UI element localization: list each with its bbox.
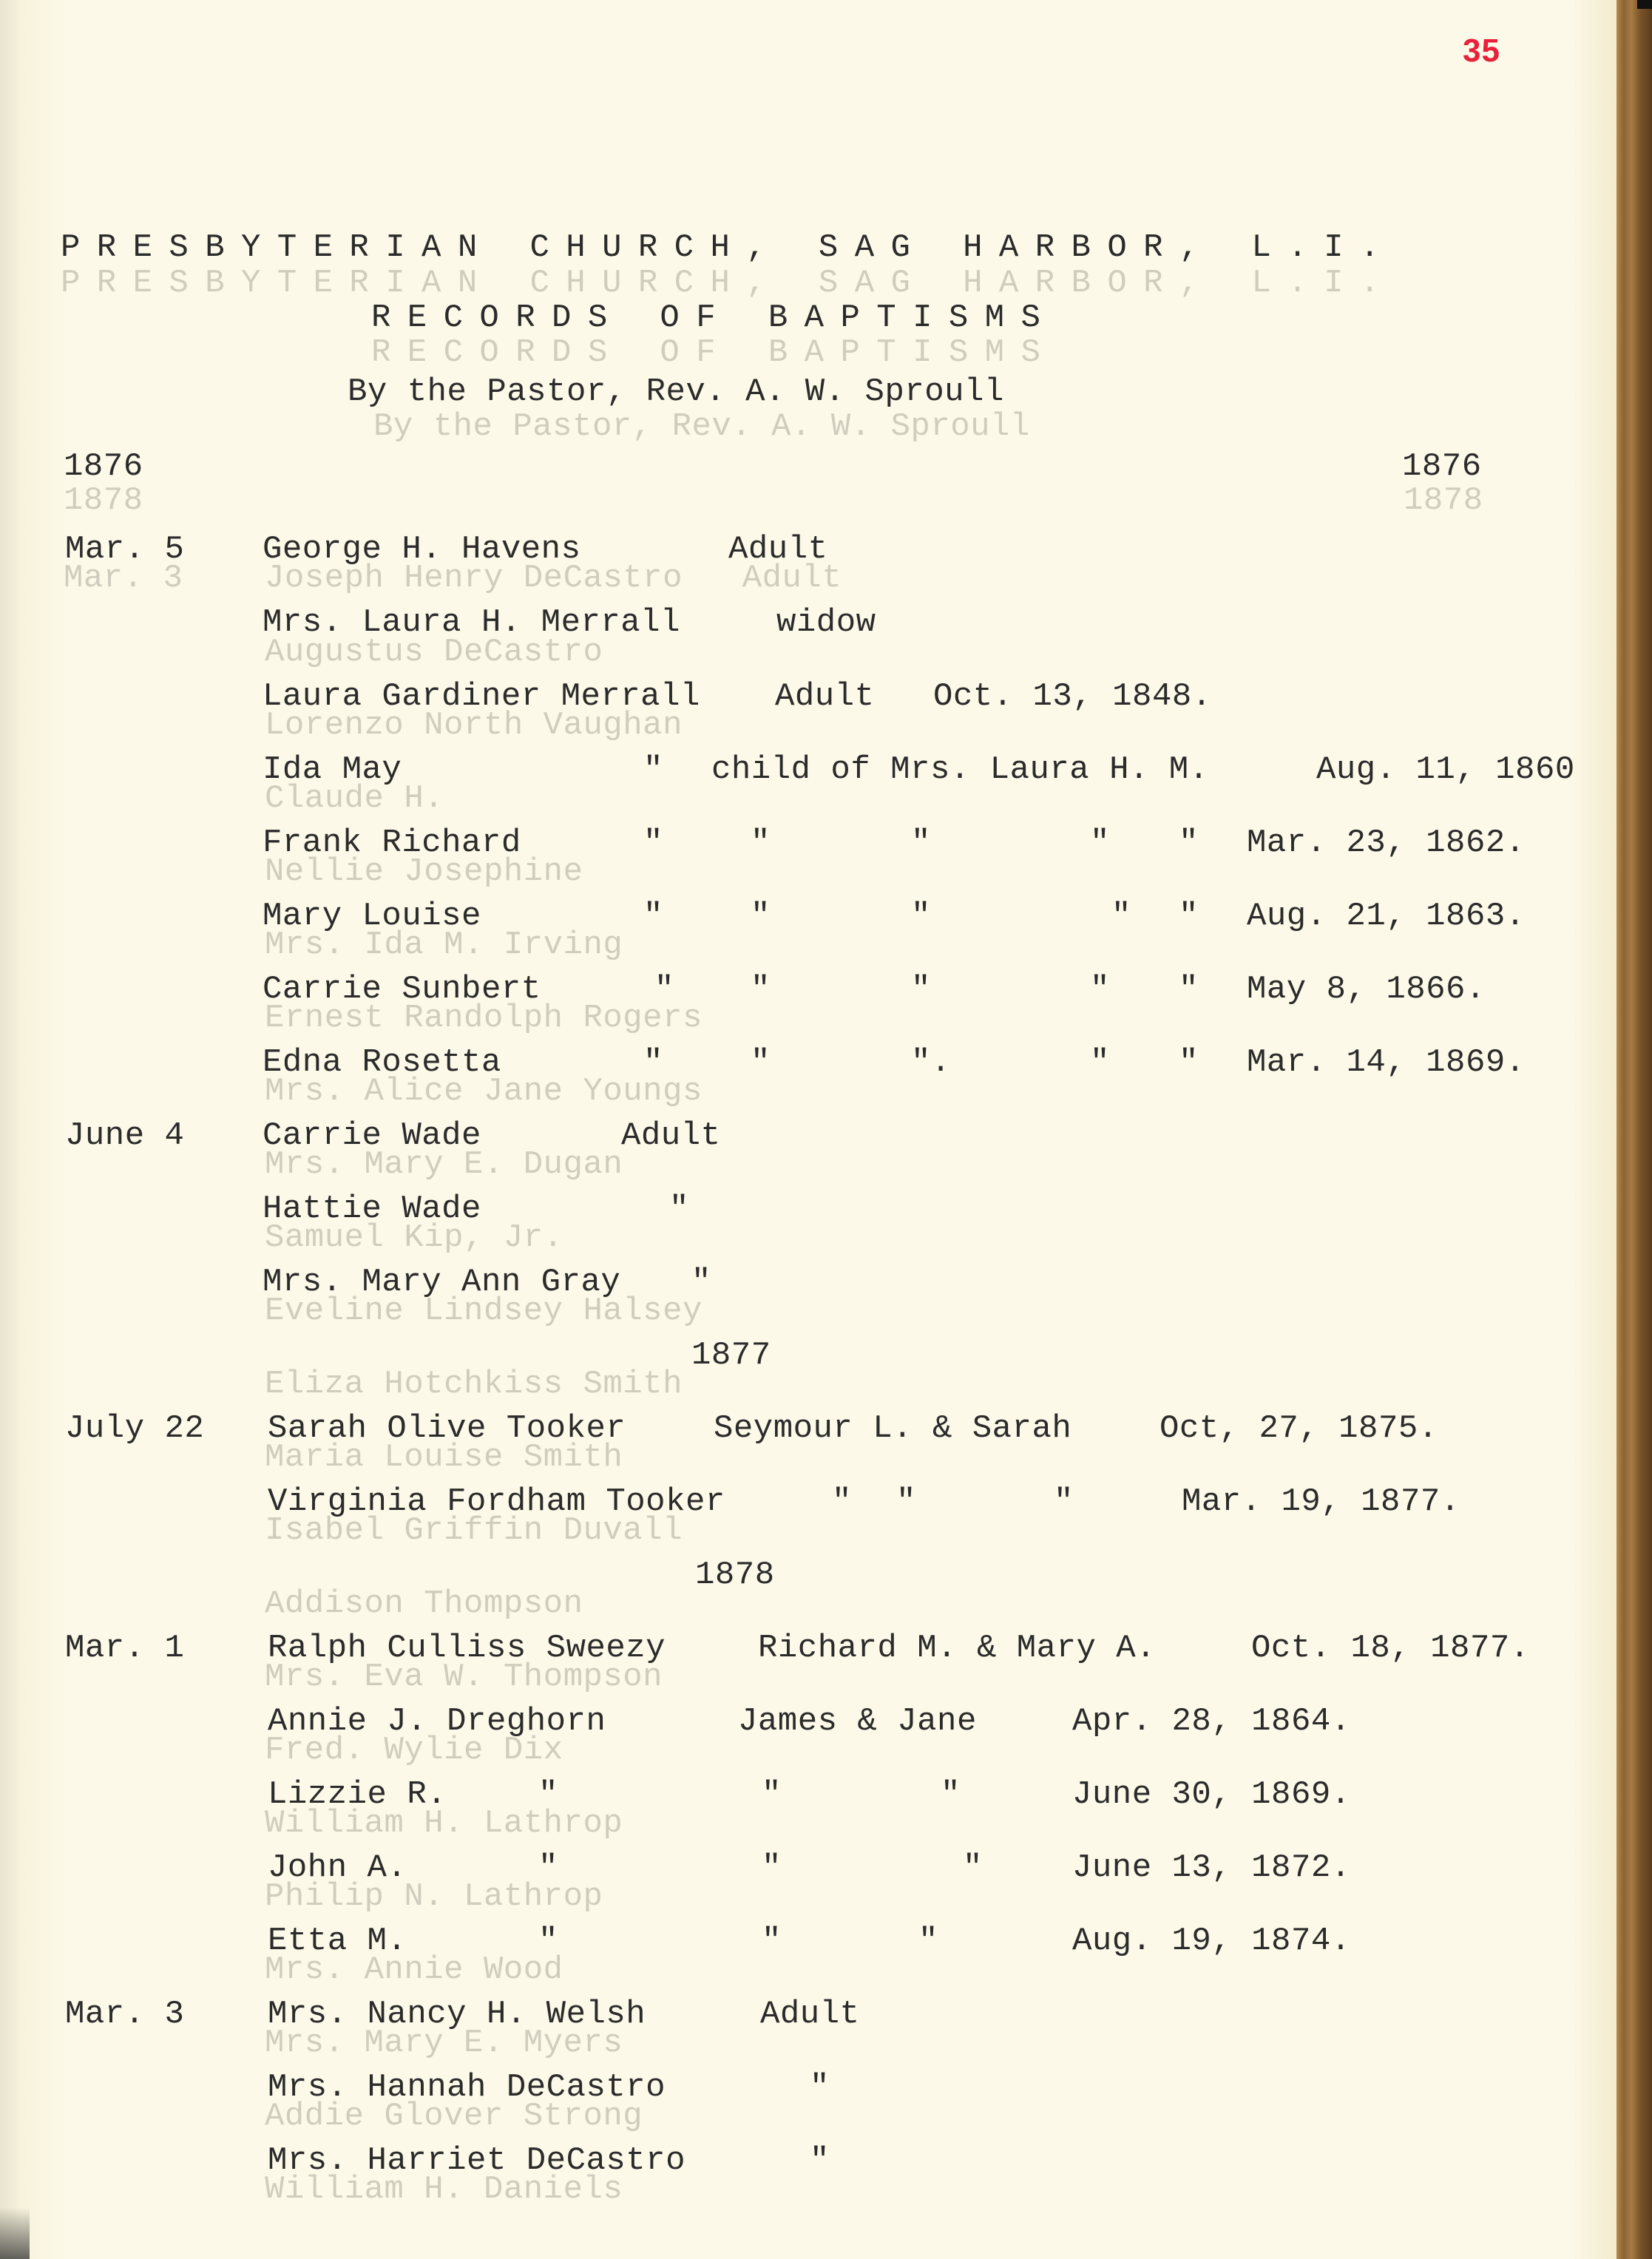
record-detail: " bbox=[911, 824, 931, 861]
bleed-through-text: Mar. 3 bbox=[64, 560, 183, 597]
record-row bbox=[0, 1557, 1612, 1594]
bleed-through-text: RECORDS OF BAPTISMS bbox=[371, 334, 1057, 371]
record-name: Etta M. bbox=[268, 1923, 407, 1960]
record-date: Mar. 5 bbox=[65, 531, 185, 568]
record-detail: " bbox=[691, 1264, 711, 1301]
year-heading-left: 1876 bbox=[64, 448, 143, 485]
record-detail: Aug. 19, 1874. bbox=[1072, 1923, 1351, 1960]
record-date: June 4 bbox=[65, 1117, 185, 1154]
record-detail: James & Jane bbox=[738, 1703, 977, 1740]
record-detail: Mar. 19, 1877. bbox=[1182, 1483, 1460, 1520]
record-detail: " bbox=[810, 2069, 830, 2106]
bleed-through-text: Claude H. bbox=[265, 780, 444, 817]
record-name: Ida May bbox=[263, 751, 402, 788]
record-detail: Mar. 14, 1869. bbox=[1247, 1044, 1526, 1081]
record-name: Virginia Fordham Tooker bbox=[268, 1483, 725, 1520]
record-detail: " bbox=[963, 1849, 983, 1886]
record-row bbox=[0, 1044, 1612, 1081]
record-detail: " bbox=[538, 1849, 558, 1886]
record-detail: Apr. 28, 1864. bbox=[1072, 1703, 1351, 1740]
record-detail: " bbox=[669, 1191, 689, 1227]
record-name: Ralph Culliss Sweezy bbox=[268, 1630, 666, 1667]
record-date: Mar. 3 bbox=[65, 1996, 185, 2033]
document-title: PRESBYTERIAN CHURCH, SAG HARBOR, L.I. bbox=[61, 229, 1396, 266]
record-detail: Seymour L. & Sarah bbox=[714, 1410, 1072, 1447]
record-row bbox=[0, 1337, 1612, 1374]
record-row bbox=[0, 751, 1612, 788]
record-detail: " bbox=[911, 898, 931, 935]
record-name: Carrie Wade bbox=[263, 1117, 481, 1154]
page-corner-shadow bbox=[0, 2200, 30, 2259]
record-row bbox=[0, 898, 1612, 935]
record-row bbox=[0, 1923, 1612, 1960]
record-detail: " bbox=[654, 971, 674, 1008]
record-row bbox=[0, 1849, 1612, 1886]
record-row bbox=[0, 2069, 1612, 2106]
bleed-through-text: Mrs. Alice Jane Youngs bbox=[265, 1073, 703, 1110]
record-row bbox=[0, 1410, 1612, 1447]
bleed-through-text: Joseph Henry DeCastro Adult bbox=[265, 560, 842, 597]
record-detail: " bbox=[941, 1776, 961, 1813]
bleed-through-text: Addie Glover Strong bbox=[265, 2098, 643, 2135]
record-row bbox=[0, 824, 1612, 861]
record-detail: ". bbox=[911, 1044, 951, 1081]
record-date: Mar. 1 bbox=[65, 1630, 185, 1667]
record-row bbox=[0, 1776, 1612, 1813]
document-subtitle: RECORDS OF BAPTISMS bbox=[371, 299, 1057, 336]
record-detail: " bbox=[1179, 824, 1199, 861]
record-detail: " bbox=[1179, 971, 1199, 1008]
record-detail: " bbox=[751, 1044, 771, 1081]
record-row bbox=[0, 1483, 1612, 1520]
bleed-through-text: William H. Daniels bbox=[265, 2171, 623, 2208]
record-detail: widow bbox=[776, 604, 876, 641]
bleed-through-text: Mrs. Ida M. Irving bbox=[265, 927, 623, 963]
record-detail: " bbox=[643, 1044, 663, 1081]
bleed-through-text: Maria Louise Smith bbox=[265, 1439, 623, 1476]
record-detail: Adult bbox=[760, 1996, 860, 2033]
record-detail: Aug. 21, 1863. bbox=[1247, 898, 1526, 935]
record-name: Frank Richard bbox=[263, 824, 521, 861]
bleed-through-text: 1878 bbox=[1404, 482, 1483, 519]
bleed-through-text: Lorenzo North Vaughan bbox=[265, 707, 683, 744]
record-date: July 22 bbox=[65, 1410, 205, 1447]
bleed-through-text: Mrs. Mary E. Dugan bbox=[265, 1146, 623, 1183]
record-detail: Mar. 23, 1862. bbox=[1247, 824, 1526, 861]
record-detail: " bbox=[762, 1776, 782, 1813]
bleed-through-text: PRESBYTERIAN CHURCH, SAG HARBOR, L.I. bbox=[61, 265, 1396, 302]
bleed-through-text: Ernest Randolph Rogers bbox=[265, 1000, 703, 1037]
bleed-through-text: Samuel Kip, Jr. bbox=[265, 1219, 563, 1256]
bleed-through-text: By the Pastor, Rev. A. W. Sproull bbox=[373, 408, 1030, 445]
record-row bbox=[0, 604, 1612, 641]
record-detail: " bbox=[810, 2142, 830, 2179]
record-detail: " bbox=[911, 971, 931, 1008]
record-detail: " bbox=[762, 1849, 782, 1886]
record-detail: Adult bbox=[775, 678, 875, 715]
bleed-through-text: Isabel Griffin Duvall bbox=[265, 1512, 683, 1549]
record-detail: " bbox=[643, 751, 663, 788]
record-detail: Aug. 11, 1860 bbox=[1316, 751, 1575, 788]
record-detail: May 8, 1866. bbox=[1247, 971, 1486, 1008]
record-row bbox=[0, 1630, 1612, 1667]
bleed-through-text: Eliza Hotchkiss Smith bbox=[265, 1366, 683, 1403]
bleed-through-text: Mrs. Mary E. Myers bbox=[265, 2025, 623, 2062]
bleed-through-text: William H. Lathrop bbox=[265, 1805, 623, 1842]
record-name: Sarah Olive Tooker bbox=[268, 1410, 626, 1447]
bleed-through-text: 1878 bbox=[64, 482, 143, 519]
record-detail: Oct. 13, 1848. bbox=[933, 678, 1212, 715]
record-detail: " bbox=[832, 1483, 852, 1520]
page-number: 35 bbox=[1463, 33, 1500, 69]
record-name: Mrs. Laura H. Merrall bbox=[263, 604, 680, 641]
record-name: George H. Havens bbox=[263, 531, 581, 568]
record-name: Annie J. Dreghorn bbox=[268, 1703, 606, 1740]
record-name: Hattie Wade bbox=[263, 1191, 481, 1227]
record-name: Mrs. Harriet DeCastro bbox=[268, 2142, 685, 2179]
record-name: Mrs. Hannah DeCastro bbox=[268, 2069, 666, 2106]
record-detail: " bbox=[1090, 971, 1110, 1008]
record-detail: " bbox=[751, 824, 771, 861]
record-detail: " bbox=[751, 898, 771, 935]
record-row bbox=[0, 1117, 1612, 1154]
document-byline: By the Pastor, Rev. A. W. Sproull bbox=[348, 373, 1004, 410]
record-detail: Adult bbox=[728, 531, 828, 568]
book-binding-edge bbox=[1617, 0, 1652, 2259]
record-row bbox=[0, 531, 1612, 568]
record-row bbox=[0, 1996, 1612, 2033]
record-row bbox=[0, 971, 1612, 1008]
record-name: Laura Gardiner Merrall bbox=[263, 678, 700, 715]
bleed-through-text: Mrs. Eva W. Thompson bbox=[265, 1659, 663, 1696]
year-heading-right: 1876 bbox=[1402, 448, 1482, 485]
bleed-through-text: Addison Thompson bbox=[265, 1585, 583, 1622]
record-name: John A. bbox=[268, 1849, 407, 1886]
record-row bbox=[0, 1191, 1612, 1227]
record-row bbox=[0, 2142, 1612, 2179]
record-row bbox=[0, 678, 1612, 715]
record-detail: " bbox=[643, 824, 663, 861]
record-detail: June 13, 1872. bbox=[1072, 1849, 1351, 1886]
record-name: Lizzie R. bbox=[268, 1776, 447, 1813]
record-detail: June 30, 1869. bbox=[1072, 1776, 1351, 1813]
record-detail: " bbox=[1090, 1044, 1110, 1081]
year-heading: 1877 bbox=[691, 1337, 771, 1374]
record-detail: " bbox=[1090, 824, 1110, 861]
record-detail: Oct. 18, 1877. bbox=[1251, 1630, 1530, 1667]
record-detail: child of Mrs. Laura H. M. bbox=[711, 751, 1209, 788]
record-detail: Oct, 27, 1875. bbox=[1160, 1410, 1438, 1447]
bleed-through-text: Fred. Wylie Dix bbox=[265, 1732, 563, 1769]
record-detail: " bbox=[1179, 1044, 1199, 1081]
bleed-through-text: Philip N. Lathrop bbox=[265, 1878, 603, 1915]
record-name: Mrs. Nancy H. Welsh bbox=[268, 1996, 646, 2033]
record-detail: " bbox=[1054, 1483, 1074, 1520]
record-detail: " bbox=[896, 1483, 916, 1520]
record-detail: Adult bbox=[621, 1117, 721, 1154]
year-heading: 1878 bbox=[695, 1557, 775, 1594]
record-detail: " bbox=[751, 971, 771, 1008]
record-detail: " bbox=[1111, 898, 1131, 935]
record-name: Mary Louise bbox=[263, 898, 481, 935]
bleed-through-text: Augustus DeCastro bbox=[265, 634, 603, 671]
record-detail: " bbox=[538, 1776, 558, 1813]
record-detail: " bbox=[643, 898, 663, 935]
record-row bbox=[0, 1703, 1612, 1740]
record-name: Mrs. Mary Ann Gray bbox=[263, 1264, 621, 1301]
record-detail: " bbox=[762, 1923, 782, 1960]
bleed-through-text: Nellie Josephine bbox=[265, 853, 583, 890]
bleed-through-text: Mrs. Annie Wood bbox=[265, 1951, 563, 1988]
binding-corner bbox=[1637, 0, 1652, 9]
record-detail: " bbox=[1179, 898, 1199, 935]
record-detail: Richard M. & Mary A. bbox=[758, 1630, 1157, 1667]
record-detail: " bbox=[918, 1923, 938, 1960]
record-row bbox=[0, 1264, 1612, 1301]
record-detail: " bbox=[538, 1923, 558, 1960]
bleed-through-text: Eveline Lindsey Halsey bbox=[265, 1293, 703, 1330]
record-name: Carrie Sunbert bbox=[263, 971, 541, 1008]
record-name: Edna Rosetta bbox=[263, 1044, 501, 1081]
